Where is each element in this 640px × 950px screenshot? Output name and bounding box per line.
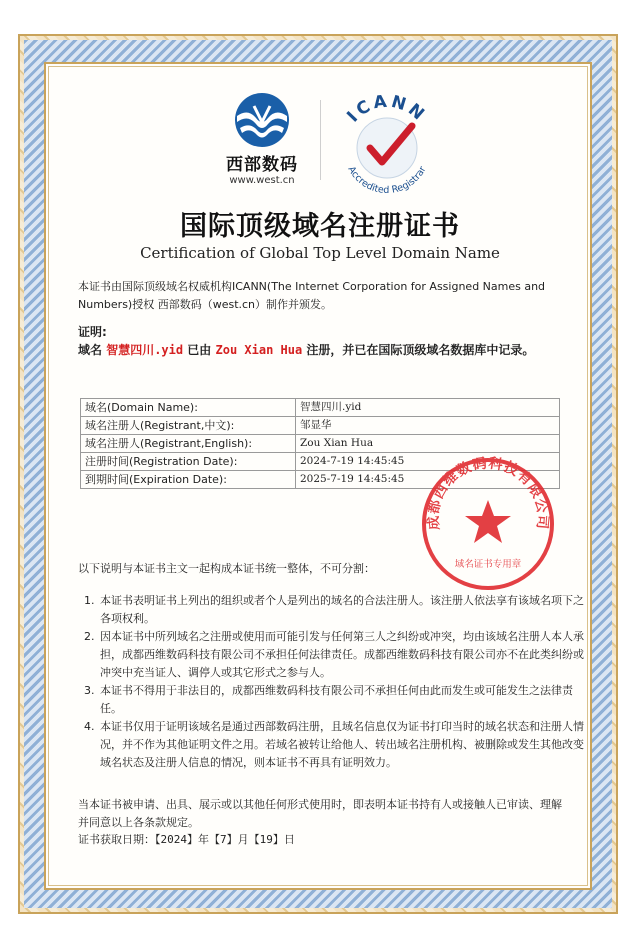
month-unit: 月	[237, 833, 249, 846]
table-key: 到期时间(Expiration Date):	[81, 471, 296, 489]
table-value: 2025-7-19 14:45:45	[296, 471, 560, 489]
issue-date	[78, 831, 295, 847]
footer-text: 当本证书被申请、出具、展示或以其他任何形式使用时，即表明本证书持有人或接触人已审读、理解并同意以上各条款规定。	[78, 798, 562, 829]
table-value: Zou Xian Hua	[296, 435, 560, 453]
certify-by: 已由	[187, 343, 212, 357]
issue-date-label: 证书获取日期：	[78, 833, 155, 846]
issue-year: 2024	[160, 833, 187, 846]
certify-prefix: 域名	[78, 343, 103, 357]
notes-heading: 以下说明与本证书主文一起构成本证书统一整体，不可分割：	[78, 562, 375, 575]
certify-suffix: 注册，并已在国际顶级域名数据库中记录。	[306, 343, 535, 357]
notes-list	[78, 592, 588, 772]
certify-statement	[78, 341, 556, 359]
company-seal	[418, 454, 558, 594]
table-row	[81, 417, 560, 435]
year-close-bracket: 】	[187, 833, 198, 846]
list-item: 1. 本证书表明证书上列出的组织或者个人是列出的域名的合法注册人。该注册人依法享有该域名项下之各项权利。	[98, 592, 588, 628]
table-value: 邹显华	[296, 417, 560, 435]
seal-star-icon	[465, 500, 511, 543]
west-brand-name: 西部数码	[226, 155, 298, 175]
table-row	[81, 435, 560, 453]
table-key: 域名(Domain Name):	[81, 399, 296, 417]
table-value: 2024-7-19 14:45:45	[296, 453, 560, 471]
intro-text: 本证书由国际顶级域名权威机构ICANN(The Internet Corporation for Assigned Names and Numbers)授权 西部数码（west.cn）制作并颁发。	[78, 280, 546, 311]
certificate-title-cn: 国际顶级域名注册证书	[180, 211, 460, 242]
table-row	[81, 399, 560, 417]
issue-day: 19	[259, 833, 273, 846]
year-open-bracket: 【	[155, 833, 161, 846]
table-key: 注册时间(Registration Date):	[81, 453, 296, 471]
west-url: www.west.cn	[229, 175, 295, 186]
day-open-bracket: 【	[248, 833, 260, 846]
table-key: 域名注册人(Registrant,English):	[81, 435, 296, 453]
day-unit: 日	[283, 833, 295, 846]
west-logo	[222, 92, 302, 192]
day-close-bracket: 】	[272, 833, 284, 846]
registrant-highlight: Zou Xian Hua	[215, 343, 303, 357]
seal-company-name: 成都西维数码科技有限公司	[425, 455, 551, 531]
year-unit: 年	[198, 833, 209, 846]
certificate-title-en: Certification of Global Top Level Domain Name	[140, 244, 500, 262]
issue-month: 7	[220, 833, 227, 846]
table-key: 域名注册人(Registrant,中文):	[81, 417, 296, 435]
list-item: 4. 本证书仅用于证明该域名是通过西部数码注册，且域名信息仅为证书打印当时的域名状态和注册人情况，并不作为其他证明文件之用。若域名被转让给他人、转出域名注册机构、被删除或发生其他改变域名状态及注册人信息的情况，则本证书不再具有证明效力。	[98, 718, 588, 772]
month-open-bracket: 【	[209, 833, 220, 846]
accredited-registrar-text: Accredited Registrar	[345, 164, 429, 197]
icann-text: ICANN	[343, 91, 431, 127]
certify-label: 证明:	[78, 325, 107, 339]
table-value: 智慧四川.yid	[296, 399, 560, 417]
list-item: 3. 本证书不得用于非法目的，成都西维数码科技有限公司不承担任何由此而发生或可能发生之法律责任。	[98, 682, 588, 718]
list-item: 2. 因本证书中所列域名之注册或使用而可能引发与任何第三人之纠纷或冲突，均由该域名注册人本人承担，成都西维数码科技有限公司不承担任何法律责任。成都西维数码科技有限公司亦不在此类纠纷或冲突中充当证人、调停人或其它形式之参与人。	[98, 628, 588, 682]
logo-divider	[320, 100, 321, 180]
month-close-bracket: 】	[226, 833, 238, 846]
domain-name-highlight: 智慧四川.yid	[106, 343, 184, 357]
icann-accredited-logo	[332, 88, 442, 198]
seal-purpose: 域名证书专用章	[454, 559, 522, 570]
certify-block	[78, 323, 556, 359]
west-wave-icon	[234, 92, 290, 148]
